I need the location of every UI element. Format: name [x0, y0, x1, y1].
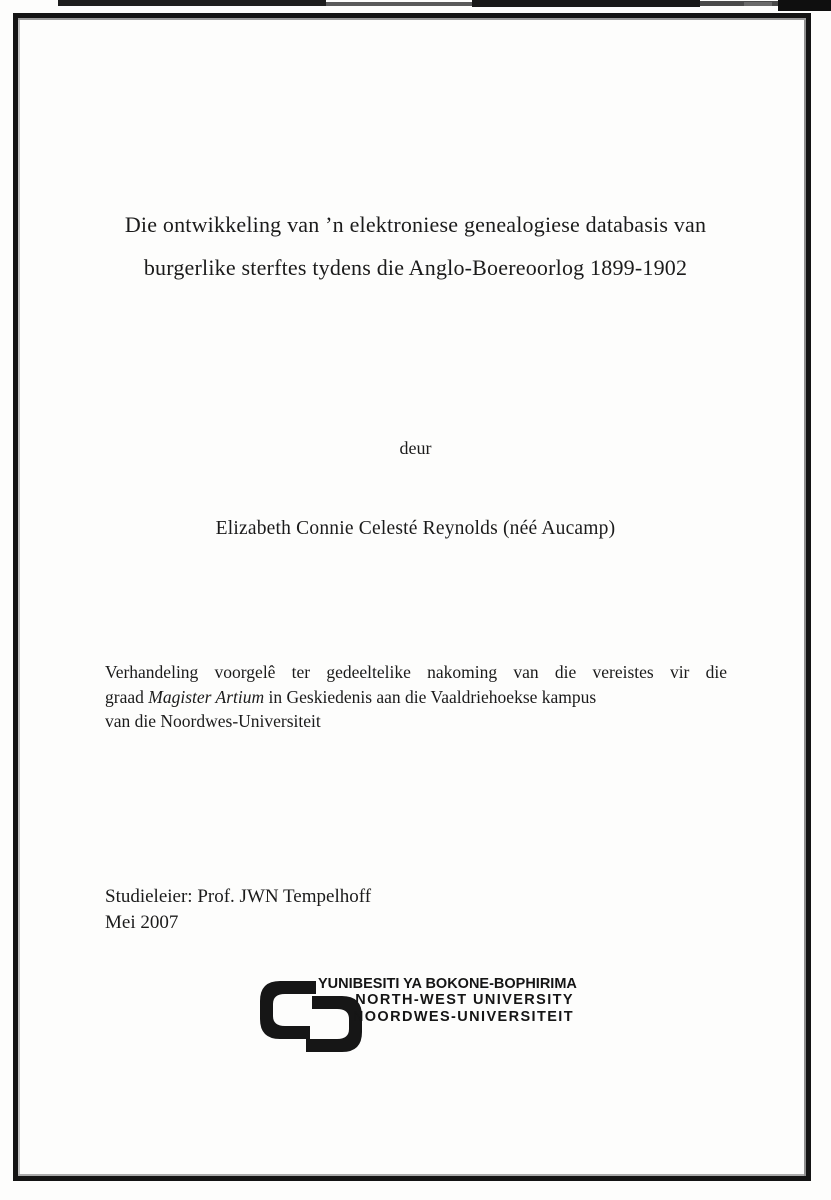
scan-artifact [58, 0, 326, 6]
statement-line2-pre: graad [105, 686, 149, 707]
thesis-title [0, 203, 831, 289]
statement-line3: van die Noordwes-Universiteit [105, 711, 321, 731]
scan-artifact [326, 2, 472, 6]
scan-artifact [472, 0, 700, 7]
submission-statement [105, 660, 727, 734]
date-line: Mei 2007 [105, 912, 179, 933]
scan-artifact [778, 0, 831, 11]
university-logo [258, 975, 578, 1055]
scan-artifact [744, 2, 772, 6]
logo-text-afrikaans: NOORDWES-UNIVERSITEIT [352, 1008, 574, 1025]
thesis-title-line1: Die ontwikkeling van ’n elektroniese genealogiese databasis van [124, 212, 707, 237]
logo-text-english: NORTH-WEST UNIVERSITY [355, 992, 574, 1009]
logo-text-setswana: YUNIBESITI YA BOKONE-BOPHIRIMA [318, 976, 577, 992]
statement-line1: Verhandeling voorgelê ter gedeeltelike nakoming van die vereistes vir die [105, 662, 727, 682]
thesis-title-line2: burgerlike sterftes tydens die Anglo-Boereoorlog 1899-1902 [143, 255, 688, 280]
byline: deur [399, 438, 432, 458]
author-name: Elizabeth Connie Celesté Reynolds (néé Aucamp) [215, 518, 616, 539]
statement-line2 [105, 685, 727, 710]
degree-name-italic: Magister Artium [148, 686, 265, 707]
supervisor-line: Studieleier: Prof. JWN Tempelhoff [105, 886, 372, 907]
statement-line2-post: in Geskiedenis aan die Vaaldriehoekse kampus [264, 686, 597, 707]
supervisor-block [105, 884, 371, 936]
university-logo-text [318, 976, 577, 1025]
